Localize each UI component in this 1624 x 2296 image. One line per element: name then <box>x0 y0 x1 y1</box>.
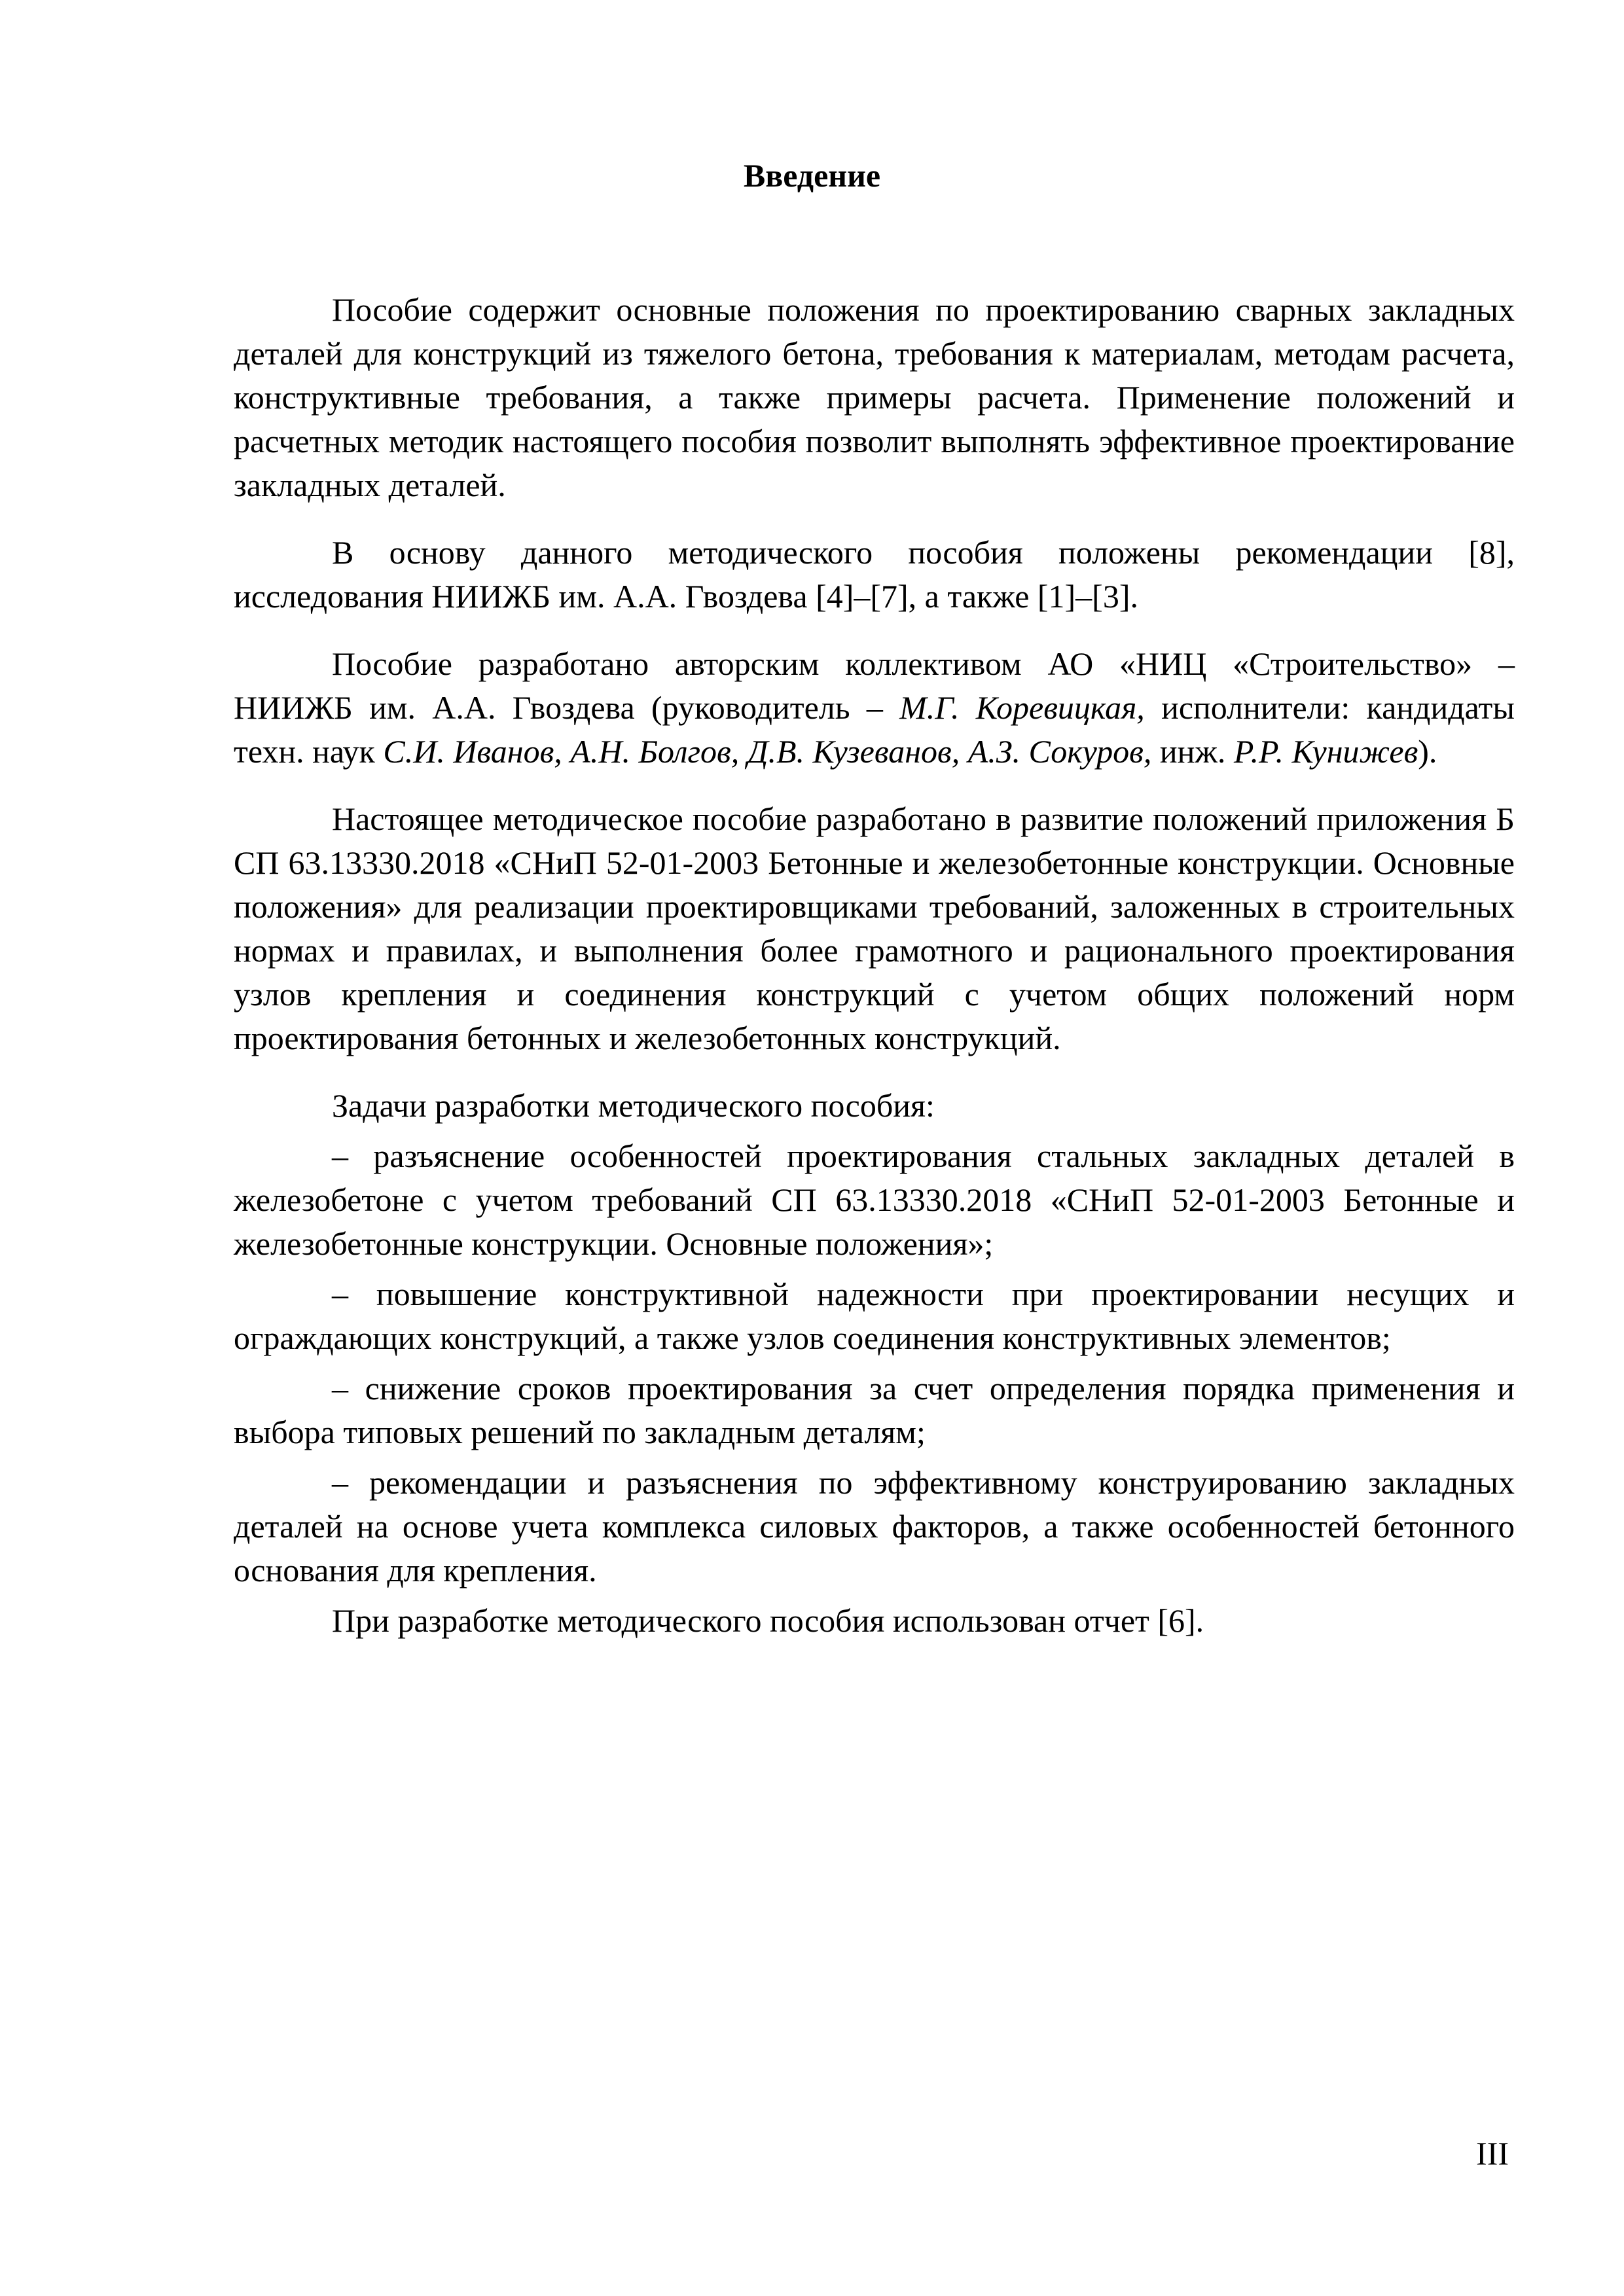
task-item: – разъяснение особенностей проектирования стальных закладных деталей в железобетоне с учетом требований СП 63.13330.2018 «СНиП 52-01-2003 Бетонные и железобетонные конструкции. Основные положения»; <box>234 1138 1515 1262</box>
paragraph-report: При разработке методического пособия использован отчет [6]. <box>332 1602 1204 1639</box>
paragraph-basis: В основу данного методического пособия положены рекомендации [8], исследования НИИЖБ им. А.А. Гвоздева [4]–[7], а также [1]–[3]. <box>234 534 1515 615</box>
paragraph-authors <box>234 642 1515 774</box>
authors-text-c: инж. <box>1151 733 1234 770</box>
tasks-intro: Задачи разработки методического пособия: <box>332 1087 935 1124</box>
task-item: – рекомендации и разъяснения по эффективному конструированию закладных деталей на основе учета комплекса силовых факторов, а также особенностей бетонного основания для крепления. <box>234 1464 1515 1588</box>
authors-text-d: ). <box>1418 733 1437 770</box>
body-text <box>234 288 1515 1649</box>
task-item: – повышение конструктивной надежности при проектировании несущих и ограждающих конструкций, а также узлов соединения конструктивных элементов; <box>234 1276 1515 1356</box>
paragraph-development: Настоящее методическое пособие разработано в развитие положений приложения Б СП 63.13330.2018 «СНиП 52-01-2003 Бетонные и железобетонные конструкции. Основные положения» для реализации проектировщиками требований, заложенных в строительных нормах и правилах, и выполнения более грамотного и рационального проектирования узлов крепления и соединения конструкций с учетом общих положений норм проектирования бетонных и железобетонных конструкций. <box>234 800 1515 1056</box>
page-number: III <box>1476 2135 1509 2172</box>
paragraph-purpose: Пособие содержит основные положения по проектированию сварных закладных деталей для конструкций из тяжелого бетона, требования к материалам, методам расчета, конструктивные требования, а также примеры расчета. Применение положений и расчетных методик настоящего пособия позволит выполнять эффективное проектирование закладных деталей. <box>234 291 1515 503</box>
page-title: Введение <box>743 157 881 194</box>
authors-engineer: Р.Р. Кунижев <box>1233 733 1418 770</box>
authors-text-a: Пособие разработано авторским коллективом АО «НИЦ «Строительство» – НИИЖБ им. А.А. Гвоздева (руководитель – <box>234 645 1515 726</box>
task-item: – снижение сроков проектирования за счет определения порядка применения и выбора типовых решений по закладным деталям; <box>234 1370 1515 1450</box>
authors-candidates: С.И. Иванов, А.Н. Болгов, Д.В. Кузеванов, А.З. Сокуров, <box>383 733 1152 770</box>
authors-leader: М.Г. Коревицкая, <box>899 689 1145 726</box>
authors-text-b: исполнители: кандидаты техн. наук <box>234 689 1515 770</box>
